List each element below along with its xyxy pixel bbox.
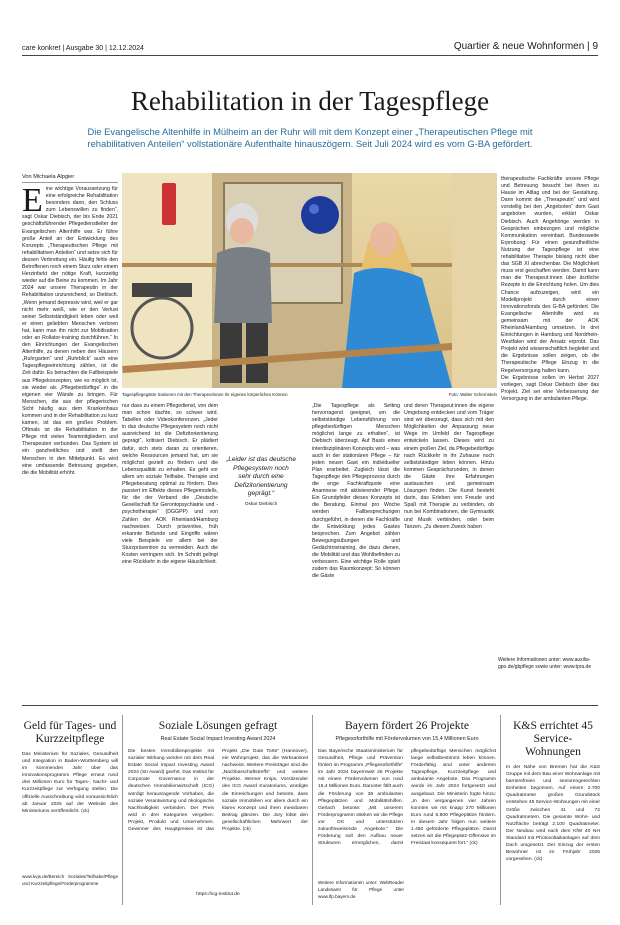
news-box-1 xyxy=(22,719,118,909)
issue-info: care konkret | Ausgabe 30 | 12.12.2024 xyxy=(22,45,144,52)
news-box-1-footer: www.kvjs.de/Bereich Soziales/Teilhabe/Pflege und Kurzzeitpflege/Förderprogramme xyxy=(22,874,118,887)
article-column-3 xyxy=(312,403,400,693)
column-5-text: therapeutische Fachkräfte unsere Pflege und Betreuung besucht bei ihnen zu Hause im Alltag und bei der Gestaltung. Dann kommt die „Therapeutin“ und wird vorstellig bei den „Angeboten“ dem Gast angeboten wurden, erklärt Oskar Diebisch. Auch Angehörige werden in Gesprächen einbezogen und mögliche Kommunikation vereinbart. Bundesweite Erprobung: Für einen gesundheitliche Nutzung der Tagespflege ist eine rehabilitative Therapie bislang nicht über das SGB XI abrechenbar. Die Möglichkeit muss erst geschaffen werden. Damit kann man die Therapeut:innen über ärztliche Rezepte in die Einrichtung holen. Um dies Chance aufzuzeigen, wird ein Modellprojekt durch einen Innovationsfonds des G-BA gefördert. Die Evangelische Altenhilfe wird es gemeinsam mit der AOK Rheinland/Hamburg umsetzen. In drei Einrichtungen in Hamburg und Nordrhein-Westfalen wird der Ansatz erprobt. Das Projekt wird wissenschaftlich begleitet und die Ergebnisse sollen zeigen, ob die Therapeutische Pflege Einzug in die Regelversorgung halten kann. xyxy=(501,176,599,374)
news-box-3-footer: Weitere Informationen unter: WebReader Landesamt für Pflege unter www.lfp.bayern.de xyxy=(318,880,404,900)
section-rule xyxy=(22,705,598,706)
header-rule xyxy=(22,55,598,56)
divider xyxy=(500,715,501,905)
news-box-2-title: Soziale Lösungen gefragt xyxy=(158,719,278,732)
photo-credit: Foto: Walter Schernstein xyxy=(448,392,497,397)
news-box-3-title: Bayern fördert 26 Projekte xyxy=(345,719,469,732)
article-photo xyxy=(122,173,497,388)
byline-rule xyxy=(22,182,118,183)
divider xyxy=(122,715,123,905)
news-box-1-title: Geld für Tages- und Kurzzeitpflege xyxy=(23,719,117,745)
news-box-3-text: Das Bayerische Staatsministerium für Gesundheit, Pflege und Prävention fördert im Programm „Pflegesoforthilfe“ im Jahr 2024 bayernweit 26 Projekte mit einem Fördervolumen von rund 15,4 Millionen Euro. Darunter fällt auch die Förderung von 36 ambulanten Pflegeplätzen und Mobilitätshilfen. Gerlach betonte: „Mit unserem Förderprogramm stärken wir die Pflege vor Ort und unterstützen zukunftsweisende Angebote.“ Die Förderung soll den Aufbau neuer Strukturen ermöglichen, damit pflegebedürftige Menschen möglichst lange selbstbestimmt leben können. Förderfähig sind unter anderem Tagespflege, Kurzzeitpflege und ambulante Angebote. Das Programm wurde im Jahr 2024 fortgesetzt und ausgebaut. Die Ministerin fügte hinzu: „In den vergangenen vier Jahren konnten wir mit knapp 270 Millionen Euro rund 5.800 Pflegeplätze fördern. In diesem Jahr folgen nun weitere 1.450 geförderte Pflegeplätze. Damit setzen wir die Pflegeplatz-Offensive im Freistaat konsequent fort.“ (ck) xyxy=(318,749,496,847)
photo-caption: Tagespflegegäste trainieren mit den Therapeutinnen ihr eigenes körperliches Können. xyxy=(122,392,289,397)
page-header xyxy=(22,38,598,52)
news-box-1-text: Das Ministerium für Soziales, Gesundheit und Integration in Baden-Württemberg will im kommenden Jahr über das Innovationsprogramm Pflege erneut rund drei Millionen Euro für Tages-, Nacht- und Kurzzeitpflege zur Verfügung stellen. Die offizielle Ausschreibung wird voraussichtlich ab Januar 2025 auf der Website des Ministeriums veröffentlicht. (ck) xyxy=(22,752,118,814)
article-title: Rehabilitation in der Tagespflege xyxy=(130,86,490,116)
column-1-text: ine wichtige Voraussetzung für eine erfolgreiche Rehabilitation besonders dann, den Schluss zum Lebenswillen zu finden“, sagt Oskar Diebisch, der bis Ende 2021 geschäftsführender Pflegedienstleiter der Evangelischen Altenhilfe war. Er führe große Anteil an der Entwicklung des Konzepts „Therapeutischen Pflege mit rehabilitativen Anteilen“ und setze sich für dessen Verbreitung ein. Häufig fehle den Betroffenen noch einem Sturz oder einem Herzinfarkt der nötige Kraft, kurzzeitig wieder auf die Beine zu kommen. Im Jahr 2024 war unsere Therapeutin in der Rehabilitation unzureichend, so Diebisch. „Wenn jemand depressiv wird, weil er gar nicht mehr weiß, wie er den Verlust seiner Selbstständigkeit leben oder weil er einen geliebten Menschen verloren hat, kann man ihn nicht zur Mobilisation oder an Rollator-training durchführen.“ In den Einrichtungen der Evangelischen Altenhilfe, zu denen neben den Häusern „Ruhrgarten“ und „Ruhrblick“ auch eine Tagespflegeeinrichtung zählen, ist die Zeit dafür. Es betrachten die Fallbeispiele aus Pflegekonzepten, wie es möglich ist, sie wieder als „Pflegebedürftige“ in die eigenen vier Wände zu bringen. Für Menschen, die aus der pflegerischen Sicht häufig aus dem Krankenhaus kommen und in der Rehabilitation zu kurz kamen, ist das ein großes Problem. Oftmals ist die Rehabilitation in der Pflege mit vielen Teammitgliedern und Therapeuten verbunden. Das System ist ein ganzheitliches und stellt den Menschen in den Mittelpunkt. Es wird eine umfassende Betreuung gegeben, die die Mobilität erhöht. xyxy=(22,186,118,476)
news-box-4-title: K&S errichtet 45 Service-Wohnungen xyxy=(513,719,593,758)
column-4-text: und deren Therapeut:innen die eigene Umgebung entdecken und vom Träger sind wir überzeugt, dass sich mit den Möglichkeiten der Anpassung neue Wege im Umfeld der Tagespflege entwickeln lassen. Dieses wird zu einem großen Ziel, da Pflegebedürftige nach Rückkehr in ihr Zuhause noch selbstständiger leben können. Hinzu kommen Gesprächsrunden, in denen die Gäste ihre Erfahrungen austauschen und gemeinsam Lösungen finden. Die Kunst besteht darin, das Erleben von Freude und Spaß mit Therapie zu verbinden, ob nun bei Kombinationen, die Gymnastik und Musik verbinden, oder beim Tanzen. „Zu diesem Zweck haben xyxy=(404,403,494,530)
news-box-2-text: Die besten Immobilienprojekte mit sozialer Wirkung werden mit dem Real Estate Social Impact Investing Award 2024 (SII Award) geehrt. Das Institut für Corporate Governance in der deutschen Immobilienwirtschaft (ICG) würdigt herausragende Vorhaben, die soziale Verantwortung und ökologische Nachhaltigkeit verbinden. Der Preis wird in drei Kategorien vergeben: Projekt, Produkt und Unternehmen. Gewinner des Hauptpreises ist das Projekt „Die Gute Torte“ (Hannover), ein Wohnprojekt, das die Wirksamkeit nachweist. Weitere Preisträger sind die „Nachbarschaftstreffs“ und weitere Projekte. Werner Knips, Vorsitzender des ICG Award Kuratoriums, würdigte die Einreichungen und betonte, dass soziale Immobilien vor allem durch ein klares Konzept und ihren messbaren Beitrag glänzen. Die Jury lobte den gesellschaftlichen Mehrwert der Projekte. (ck) xyxy=(128,749,308,833)
pull-quote xyxy=(226,456,296,510)
pull-quote-text: „Leider ist das deutsche Pflegesystem noch sehr durch eine Defizitorientierung geprägt.“ xyxy=(226,456,297,498)
column-2-text: nur dass zu einem Pflegedienst, von dem man schon dachte, so schwer wird. Tabellen oder Videokonferenzen. „Jeder in das deutsche Pflegesystem noch nicht ausreichend ist die Defizitorientierung geprägt“, kritisiert Diebisch. Er plädiert dafür, sich stets daran zu orientieren, welche Ressourcen jemand hat, um sie möglichst gezielt zu fördern und die Lebensqualität zu erhalten. Es geht vor allem um soziale Teilhabe, Therapie und Pflegeberatung optimal zu fördern. Dies passiert im Effekte dieses Pflegemodells, für die der Verband die „Deutsche Gesellschaft für Gerontopsychiatrie und -psychotherapie“ (DGGPP) und von Zahlen der AOK Rheinland/Hamburg nachweisen. Durch präventive, früh erkannte Befunde und Eingriffe wären viele Beispiele vor allem bei der Sturzprävention zu vermeiden. Auch die Kosten verringern sich. Im Schnitt gelingt eine Rückkehr in die eigene Häuslichkeit. xyxy=(122,403,218,566)
article-column-2 xyxy=(122,403,218,693)
article-column-5 xyxy=(501,176,599,654)
news-box-2 xyxy=(128,719,308,909)
pull-quote-author: Oskar Diebisch xyxy=(244,501,278,507)
section-title: Quartier & neue Wohnformen | 9 xyxy=(453,41,598,52)
news-box-3-subtitle: Pflegesoforthilfe mit Fördervolumen von 15,4 Millionen Euro xyxy=(335,736,479,742)
article-lead: Die Evangelische Altenhilfe in Mülheim an der Ruhr will mit dem Konzept einer „Therapeutischen Pflege mit rehabilitativen Anteilen“ vollstationäre Aufenthalte hinauszögern. Seit Juli 2024 wird es vom G-BA gefördert. xyxy=(87,126,533,149)
divider xyxy=(312,715,313,905)
drop-cap: E xyxy=(22,186,43,219)
news-box-2-footer: https://icg-institut.de xyxy=(196,892,240,897)
article-column-4 xyxy=(404,403,494,693)
column-3-text: „Die Tagespflege als Setting hervorragend geeignet, um die selbstständige Lebensführung von pflegebedürftigen Menschen möglichst lange zu erhalten“, ist Diebisch überzeugt. Auf Basis eines interdisziplinären Konzepts wird – was auch in der stationären Pflege – für jeden neuen Gast ein individueller Plan erarbeitet. Zugleich lässt die Tagespflege den Pflegeprozess durch die enge Fachkraftquote eine Anamnese mit aktivierender Pflege. Ein Grundpfeiler dieses Konzepts ist die Beratung. Einmal pro Woche werden Fallbesprechungen durchgeführt, in denen die Fachkräfte die Entwicklung jedes Gastes besprechen. Zum Angebot zählen Bewegungsübungen und Gedächtnistraining, die dazu dienen, die Mobilität und das Wohlbefinden zu verbessern. Eine wichtige Rolle spielt zudem das Raumkonzept: So können die Gäste xyxy=(312,403,400,580)
news-box-2-subtitle: Real Estate Social Impact Investing Award 2024 xyxy=(160,736,276,742)
info-box: Weitere Informationen unter: www.auxilia-gpo.de/gbpflege sowie unter: www.tpra.de xyxy=(498,657,592,670)
news-box-4-text: In der Nähe von Bremen hat die K&S Gruppe mit dem Bau einer Wohnanlage mit barrierefreien und seniorengerechten Einheiten begonnen. Auf einem 2.700 Quadratmeter großen Grundstück entstehen 45 Service-Wohnungen mit einer Größe zwischen 41 und 72 Quadratmetern. Die gesamte Wohn- und Nutzfläche beträgt 2.100 Quadratmeter. Der Neubau wird nach dem KfW 40 NH Standard mit Photovoltaikanlagen auf dem Dach umgesetzt. Der Einzug der ersten Bewohner ist im Frühjahr 2026 vorgesehen. (ck) xyxy=(506,765,600,863)
photo-caption-row xyxy=(122,392,497,397)
news-box-4 xyxy=(506,719,600,909)
article-column-1 xyxy=(22,186,118,691)
column-5-extra: Die Ergebnisse sollen im Herbst 2027 vorliegen, sagt Oskar Diebisch über das Projekt. Ziel sei eine Verbesserung der Versorgung in der ambulanten Pflege. xyxy=(501,374,599,402)
news-box-3 xyxy=(318,719,496,909)
byline: Von Michaela Alpgier xyxy=(22,174,75,180)
